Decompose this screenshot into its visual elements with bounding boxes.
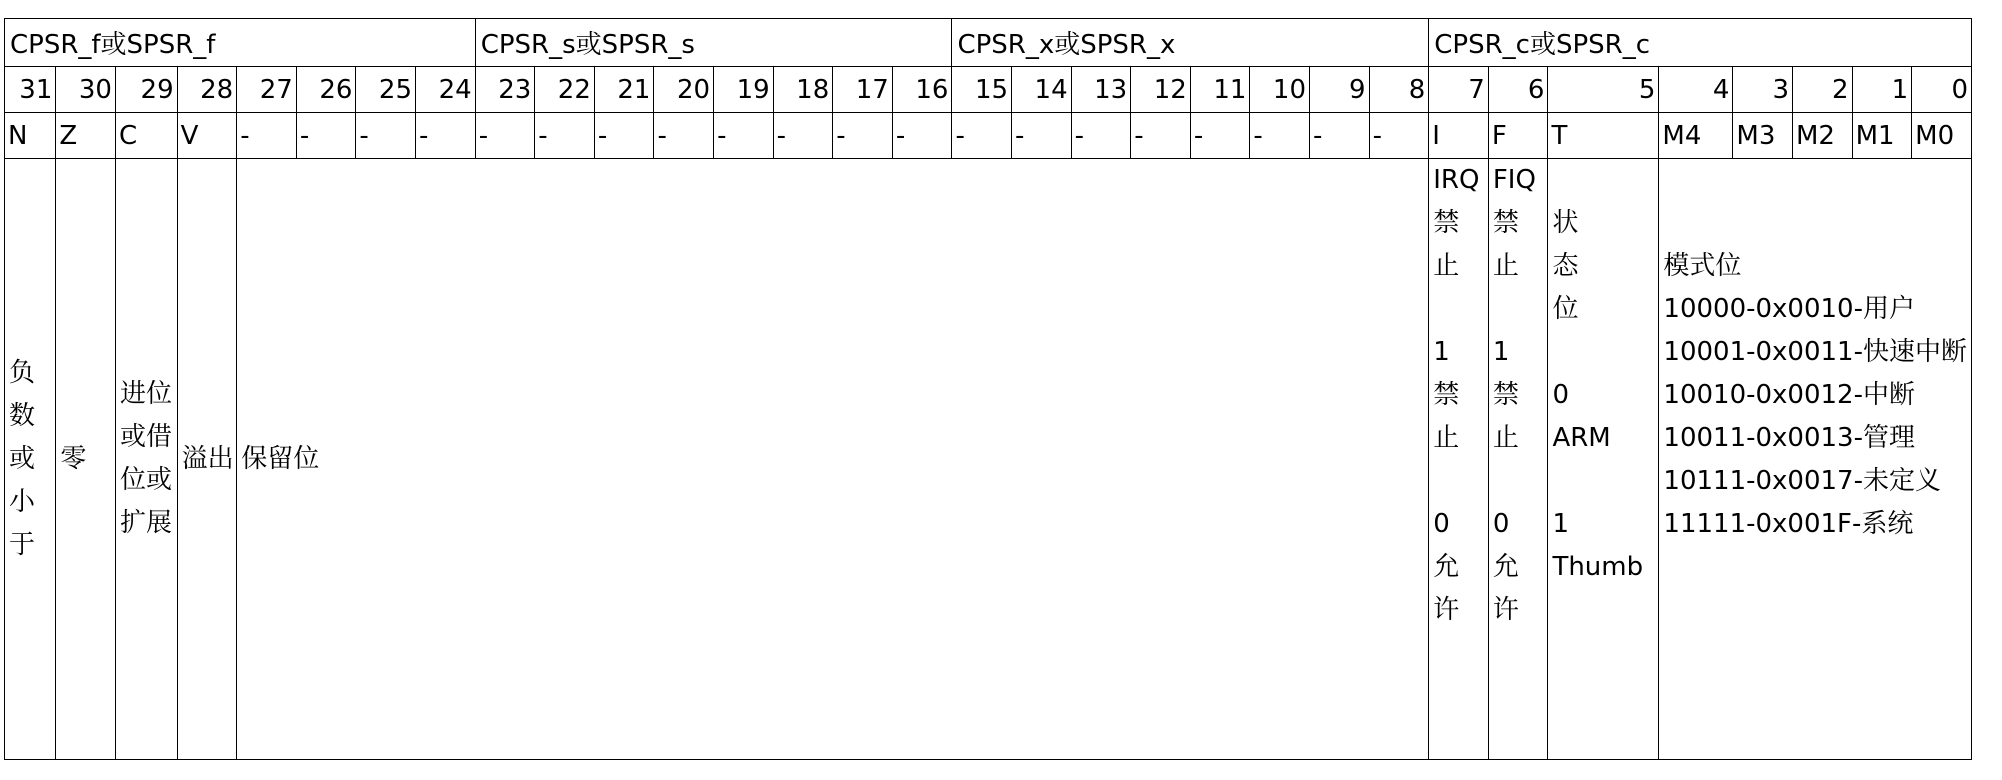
desc-line: 禁 bbox=[1433, 208, 1460, 238]
desc-line bbox=[1552, 460, 1656, 503]
desc-line: 1 bbox=[1433, 337, 1450, 367]
bit-number-22: 22 bbox=[535, 67, 595, 113]
desc-overflow: 溢出 bbox=[177, 159, 237, 760]
bit-symbol-5: T bbox=[1548, 113, 1659, 159]
desc-line: 止 bbox=[1492, 251, 1519, 281]
bit-number-27: 27 bbox=[237, 67, 297, 113]
desc-negative: 负数或小于 bbox=[5, 159, 56, 760]
bit-number-4: 4 bbox=[1659, 67, 1733, 113]
field-group-row bbox=[5, 19, 1972, 67]
desc-line: 止 bbox=[1433, 251, 1460, 281]
desc-line: 11111-0x001F-系统 bbox=[1663, 509, 1914, 539]
bit-symbol-3: M3 bbox=[1733, 113, 1793, 159]
bit-number-10: 10 bbox=[1250, 67, 1310, 113]
desc-thumb-state bbox=[1548, 159, 1659, 760]
bit-number-15: 15 bbox=[952, 67, 1012, 113]
bit-symbol-6: F bbox=[1488, 113, 1548, 159]
bit-symbol-7: I bbox=[1429, 113, 1489, 159]
bit-symbol-19: - bbox=[714, 113, 774, 159]
desc-line: FIQ bbox=[1492, 165, 1536, 195]
desc-irq bbox=[1429, 159, 1489, 760]
cpsr-bit-table bbox=[4, 18, 1972, 760]
desc-line bbox=[1663, 159, 1969, 202]
bit-number-25: 25 bbox=[356, 67, 416, 113]
bit-number-28: 28 bbox=[177, 67, 237, 113]
desc-line bbox=[1433, 460, 1486, 503]
bit-symbol-20: - bbox=[654, 113, 714, 159]
bit-symbol-12: - bbox=[1131, 113, 1191, 159]
bit-number-18: 18 bbox=[773, 67, 833, 113]
bit-symbol-11: - bbox=[1190, 113, 1250, 159]
bit-symbol-30: Z bbox=[56, 113, 116, 159]
bit-number-21: 21 bbox=[594, 67, 654, 113]
bit-symbol-2: M2 bbox=[1792, 113, 1852, 159]
bit-description-row bbox=[5, 159, 1972, 760]
bit-number-14: 14 bbox=[1012, 67, 1072, 113]
desc-line: 10000-0x0010-用户 bbox=[1663, 294, 1915, 324]
bit-symbol-21: - bbox=[594, 113, 654, 159]
bit-number-16: 16 bbox=[892, 67, 952, 113]
bit-symbol-29: C bbox=[115, 113, 177, 159]
desc-line bbox=[1552, 159, 1656, 202]
desc-fiq bbox=[1488, 159, 1548, 760]
desc-line: 0 bbox=[1492, 509, 1510, 539]
bit-symbol-31: N bbox=[5, 113, 56, 159]
bit-symbol-row bbox=[5, 113, 1972, 159]
bit-number-23: 23 bbox=[475, 67, 535, 113]
desc-line: 10001-0x0011-快速中断 bbox=[1663, 337, 1967, 367]
desc-line: 允 bbox=[1433, 552, 1460, 582]
bit-symbol-15: - bbox=[952, 113, 1012, 159]
desc-line bbox=[1663, 202, 1969, 245]
bit-symbol-9: - bbox=[1310, 113, 1370, 159]
desc-line: 态 bbox=[1552, 251, 1579, 281]
desc-line: 10111-0x0017-未定义 bbox=[1663, 466, 1941, 496]
desc-line: 允 bbox=[1492, 552, 1519, 582]
bit-symbol-24: - bbox=[416, 113, 476, 159]
bit-number-0: 0 bbox=[1912, 67, 1972, 113]
bit-number-row bbox=[5, 67, 1972, 113]
bit-symbol-16: - bbox=[892, 113, 952, 159]
desc-line bbox=[1493, 288, 1546, 331]
bit-number-8: 8 bbox=[1369, 67, 1429, 113]
desc-line: 止 bbox=[1433, 423, 1460, 453]
desc-line bbox=[1663, 546, 1969, 589]
bit-symbol-18: - bbox=[773, 113, 833, 159]
desc-line bbox=[1663, 589, 1969, 632]
desc-line: 许 bbox=[1492, 595, 1519, 625]
bit-symbol-1: M1 bbox=[1852, 113, 1912, 159]
desc-line: 许 bbox=[1433, 595, 1460, 625]
bit-symbol-13: - bbox=[1071, 113, 1131, 159]
group-c: CPSR_c或SPSR_c bbox=[1429, 19, 1972, 67]
bit-number-12: 12 bbox=[1131, 67, 1191, 113]
bit-symbol-10: - bbox=[1250, 113, 1310, 159]
group-x: CPSR_x或SPSR_x bbox=[952, 19, 1429, 67]
bit-number-20: 20 bbox=[654, 67, 714, 113]
bit-symbol-17: - bbox=[833, 113, 893, 159]
bit-symbol-14: - bbox=[1012, 113, 1072, 159]
desc-line bbox=[1552, 589, 1656, 632]
desc-line bbox=[1433, 288, 1486, 331]
group-s: CPSR_s或SPSR_s bbox=[475, 19, 952, 67]
bit-number-19: 19 bbox=[714, 67, 774, 113]
bit-number-3: 3 bbox=[1733, 67, 1793, 113]
desc-line: 1 bbox=[1552, 509, 1569, 539]
bit-number-17: 17 bbox=[833, 67, 893, 113]
bit-number-1: 1 bbox=[1852, 67, 1912, 113]
desc-line: 0 bbox=[1433, 509, 1450, 539]
desc-line: 禁 bbox=[1492, 380, 1519, 410]
desc-line: 禁 bbox=[1433, 380, 1460, 410]
desc-line: 模式位 bbox=[1663, 251, 1742, 281]
desc-reserved: 保留位 bbox=[237, 159, 1429, 760]
bit-symbol-22: - bbox=[535, 113, 595, 159]
bit-number-2: 2 bbox=[1792, 67, 1852, 113]
desc-line: IRQ bbox=[1433, 165, 1480, 195]
bit-number-26: 26 bbox=[296, 67, 356, 113]
bit-number-30: 30 bbox=[56, 67, 116, 113]
desc-line: 10011-0x0013-管理 bbox=[1663, 423, 1915, 453]
bit-number-6: 6 bbox=[1488, 67, 1548, 113]
bit-symbol-28: V bbox=[177, 113, 237, 159]
bit-symbol-25: - bbox=[356, 113, 416, 159]
bit-symbol-26: - bbox=[296, 113, 356, 159]
bit-number-31: 31 bbox=[5, 67, 56, 113]
desc-line: 状 bbox=[1552, 208, 1579, 238]
bit-symbol-27: - bbox=[237, 113, 297, 159]
desc-line: Thumb bbox=[1552, 552, 1644, 582]
bit-symbol-0: M0 bbox=[1912, 113, 1972, 159]
desc-line bbox=[1493, 460, 1546, 503]
desc-line: 10010-0x0012-中断 bbox=[1663, 380, 1915, 410]
bit-number-7: 7 bbox=[1429, 67, 1489, 113]
bit-number-29: 29 bbox=[115, 67, 177, 113]
desc-line: 止 bbox=[1492, 423, 1519, 453]
desc-line: 0 bbox=[1552, 380, 1569, 410]
bit-number-13: 13 bbox=[1071, 67, 1131, 113]
desc-zero: 零 bbox=[56, 159, 116, 760]
desc-line: 位 bbox=[1552, 294, 1579, 324]
desc-line: 1 bbox=[1492, 337, 1510, 367]
bit-symbol-4: M4 bbox=[1659, 113, 1733, 159]
desc-carry: 进位或借位或扩展 bbox=[115, 159, 177, 760]
bit-number-11: 11 bbox=[1190, 67, 1250, 113]
bit-number-5: 5 bbox=[1548, 67, 1659, 113]
bit-number-9: 9 bbox=[1310, 67, 1370, 113]
bit-symbol-23: - bbox=[475, 113, 535, 159]
group-f: CPSR_f或SPSR_f bbox=[5, 19, 476, 67]
desc-line: ARM bbox=[1552, 423, 1611, 453]
bit-number-24: 24 bbox=[416, 67, 476, 113]
desc-line bbox=[1552, 331, 1656, 374]
bit-symbol-8: - bbox=[1369, 113, 1429, 159]
desc-line: 禁 bbox=[1492, 208, 1519, 238]
desc-mode-bits bbox=[1659, 159, 1972, 760]
